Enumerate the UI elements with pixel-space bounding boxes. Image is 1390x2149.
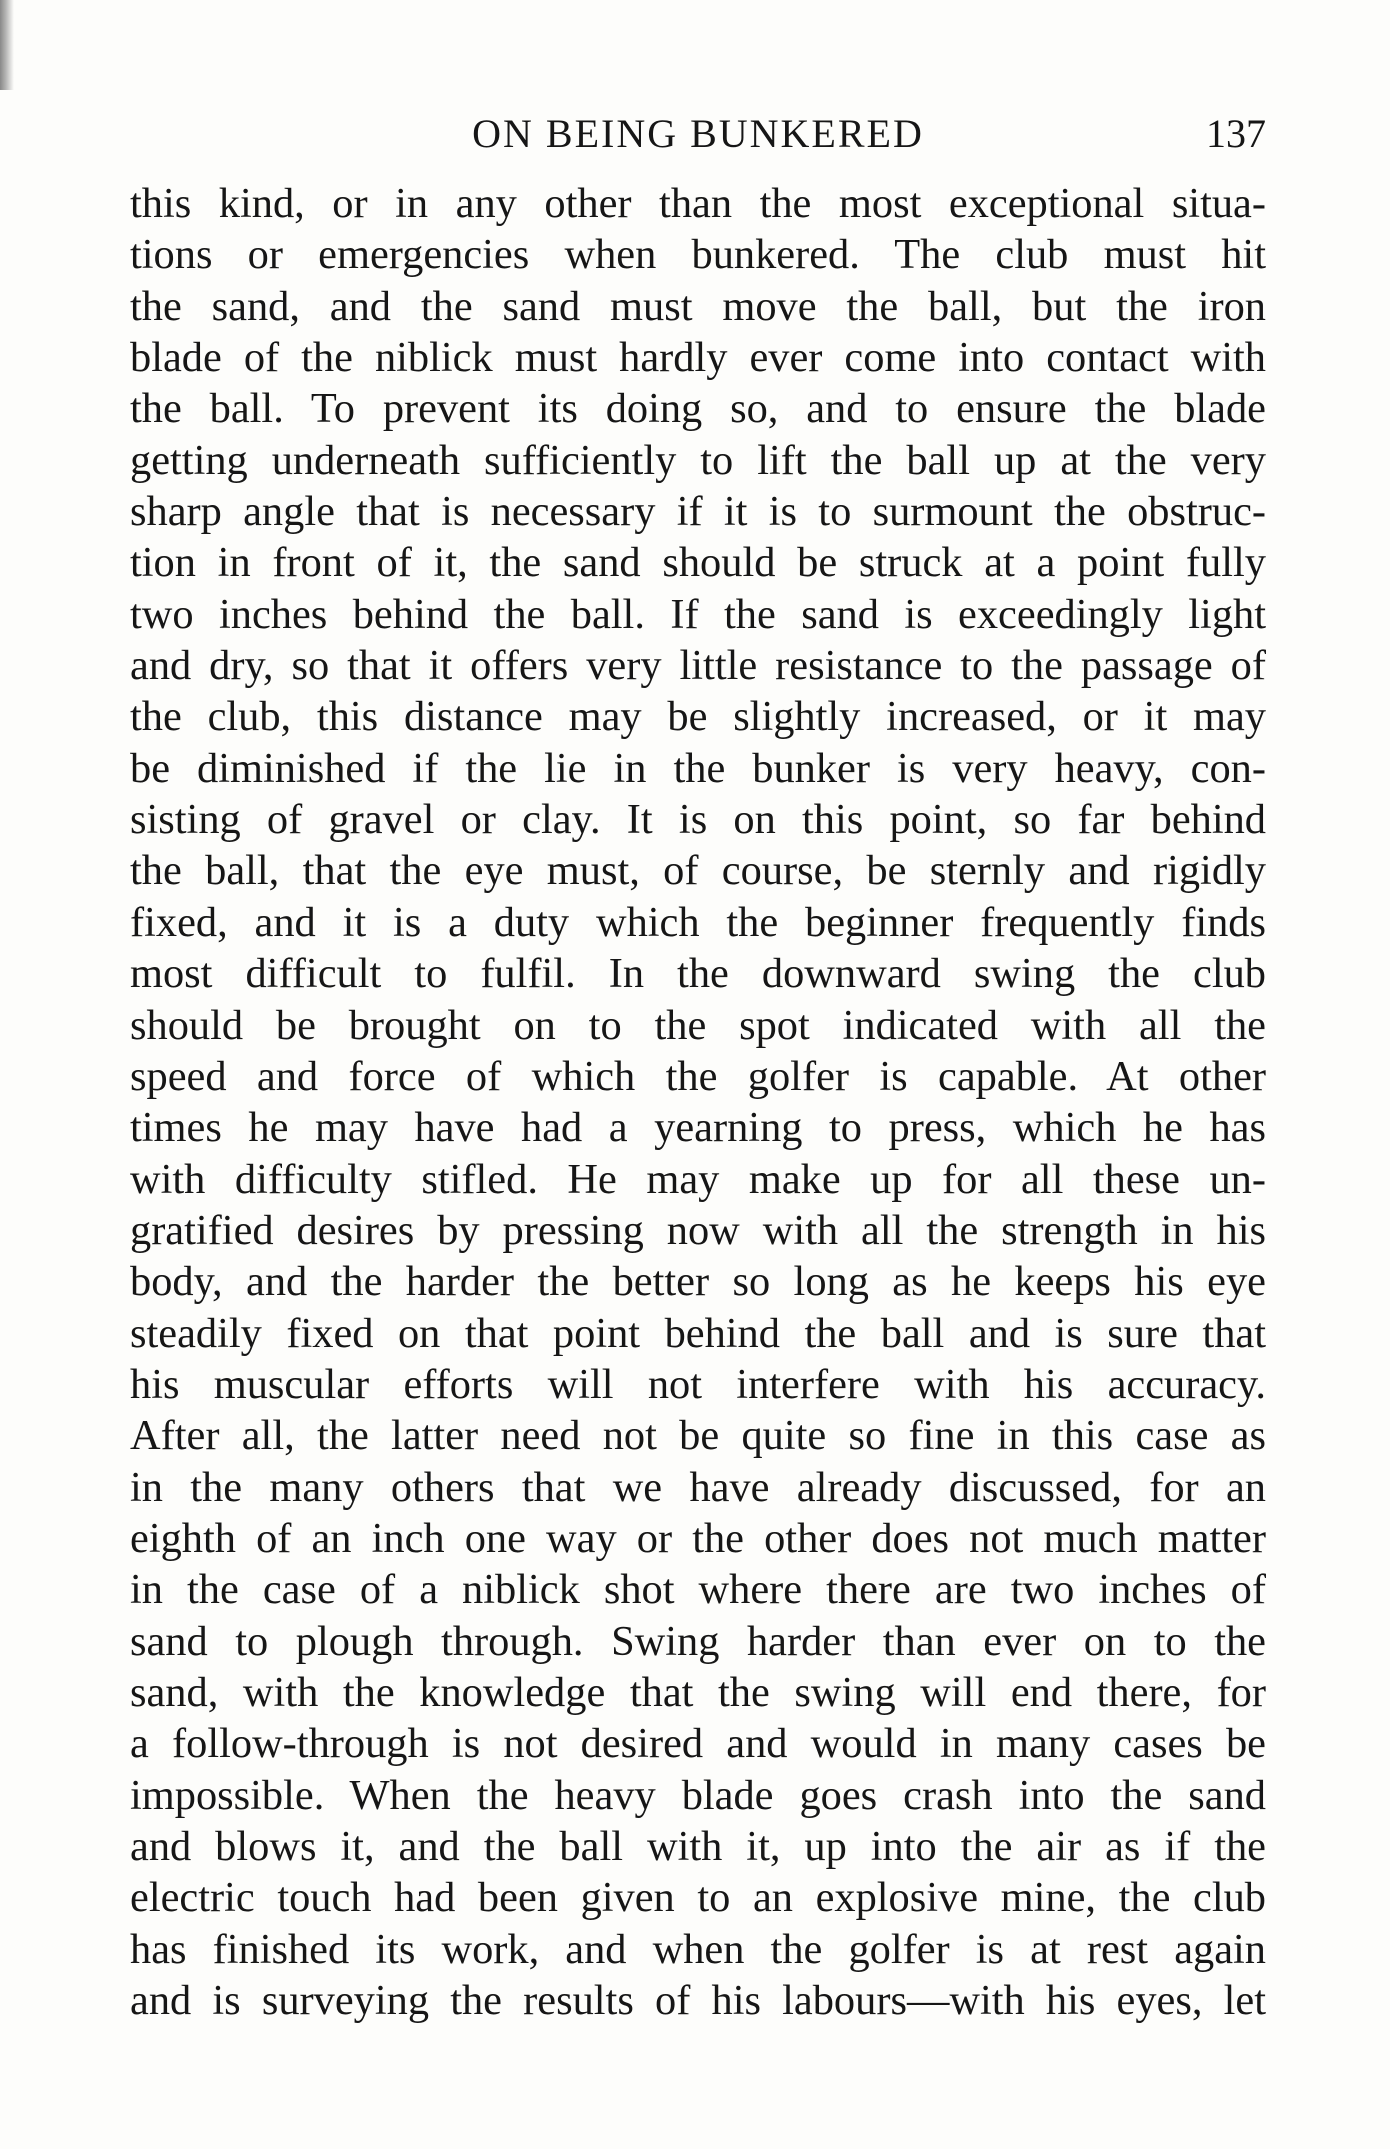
text-line: tions or emergencies when bunkered. The club must hit (130, 231, 1266, 279)
text-line: times he may have had a yearning to press, which he has (130, 1104, 1266, 1152)
text-line: After all, the latter need not be quite so fine in this case as (130, 1412, 1266, 1460)
text-line: in the many others that we have already discussed, for an (130, 1463, 1266, 1511)
text-line: sharp angle that is necessary if it is to surmount the obstruc- (130, 488, 1266, 536)
text-line: steadily fixed on that point behind the ball and is sure that (130, 1309, 1266, 1357)
body-text (130, 178, 1266, 2026)
running-head: ON BEING BUNKERED (472, 111, 924, 156)
text-line: gratified desires by pressing now with all the strength in his (130, 1206, 1266, 1254)
text-line: most difficult to fulfil. In the downward swing the club (130, 950, 1266, 998)
text-line: with difficulty stifled. He may make up for all these un- (130, 1155, 1266, 1203)
text-line: and dry, so that it offers very little resistance to the passage of (130, 642, 1266, 690)
page-header (130, 104, 1266, 164)
text-line: two inches behind the ball. If the sand is exceedingly light (130, 590, 1266, 638)
text-line: speed and force of which the golfer is capable. At other (130, 1052, 1266, 1100)
text-line: body, and the harder the better so long as he keeps his eye (130, 1258, 1266, 1306)
text-line: fixed, and it is a duty which the beginner frequently finds (130, 898, 1266, 946)
text-line: electric touch had been given to an explosive mine, the club (130, 1874, 1266, 1922)
text-line: sand to plough through. Swing harder than ever on to the (130, 1617, 1266, 1665)
text-line: the ball, that the eye must, of course, be sternly and rigidly (130, 847, 1266, 895)
text-line: getting underneath sufficiently to lift the ball up at the very (130, 436, 1266, 484)
text-line: impossible. When the heavy blade goes crash into the sand (130, 1771, 1266, 1819)
text-line: and is surveying the results of his labours—with his eyes, let (130, 1977, 1266, 2025)
text-line: should be brought on to the spot indicated with all the (130, 1001, 1266, 1049)
text-line: has finished its work, and when the golfer is at rest again (130, 1925, 1266, 1973)
page-number: 137 (1206, 111, 1266, 156)
text-line: eighth of an inch one way or the other does not much matter (130, 1514, 1266, 1562)
text-line: this kind, or in any other than the most exceptional situa- (130, 180, 1266, 227)
text-line: sand, with the knowledge that the swing will end there, for (130, 1668, 1266, 1716)
text-line: in the case of a niblick shot where there are two inches of (130, 1566, 1266, 1614)
text-line: blade of the niblick must hardly ever come into contact with (130, 334, 1266, 382)
text-line: be diminished if the lie in the bunker is very heavy, con- (130, 744, 1266, 792)
scan-edge-shadow (0, 0, 14, 90)
text-line: sisting of gravel or clay. It is on this point, so far behind (130, 796, 1266, 844)
text-line: the ball. To prevent its doing so, and to ensure the blade (130, 385, 1266, 433)
text-line: tion in front of it, the sand should be struck at a point fully (130, 539, 1266, 587)
text-line: his muscular efforts will not interfere with his accuracy. (130, 1360, 1266, 1408)
text-line: the club, this distance may be slightly increased, or it may (130, 693, 1266, 741)
text-line: and blows it, and the ball with it, up into the air as if the (130, 1823, 1266, 1870)
text-line: a follow-through is not desired and would in many cases be (130, 1720, 1266, 1768)
text-line: the sand, and the sand must move the ball, but the iron (130, 282, 1266, 330)
